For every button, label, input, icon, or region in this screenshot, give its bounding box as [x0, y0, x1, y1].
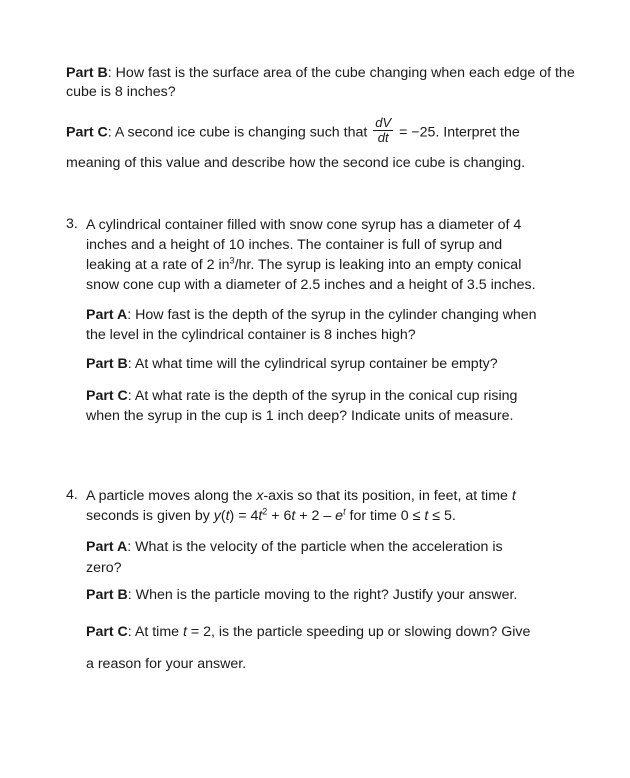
fraction-numerator: dV [375, 115, 392, 130]
part-label: Part A [86, 307, 128, 323]
part-label: Part B [66, 65, 108, 81]
q3-stem [86, 215, 586, 295]
stem-line: leaking at a rate of 2 $in^3/hr$. The syrup is leaking into an empty conical [86, 255, 522, 273]
part-label: Part A [86, 539, 128, 555]
stem-line: snow cone cup with a diameter of 2.5 inches and a height of 3.5 inches. [86, 277, 536, 293]
stem-line: A cylindrical container filled with snow cone syrup has a diameter of 4 [86, 217, 522, 233]
question-number: 4. [66, 487, 78, 503]
question-text: : A second ice cube is changing such that [107, 124, 372, 141]
question-text: meaning of this value and describe how the second ice cube is changing. [66, 155, 526, 171]
q4-stem [86, 486, 586, 526]
part-label: Part B [86, 587, 128, 603]
q4-part-a: Part A: What is the velocity of the particle when the acceleration is zero? [86, 539, 503, 576]
q4-part-c: Part C: At time t = 2, is the particle speeding up or slowing down? Give a reason for your answer. [86, 624, 531, 672]
part-label: Part B [86, 356, 128, 372]
q4-part-b: Part B: When is the particle moving to the right? Justify your answer. [86, 587, 518, 603]
stem-line: A particle moves along the x-axis so that its position, in feet, at time t [86, 488, 516, 504]
part-label: Part C [86, 388, 128, 404]
derivative-fraction [373, 116, 393, 145]
q3-part-b: Part B: At what time will the cylindrical syrup container be empty? [86, 356, 498, 372]
q3-part-c: Part C: At what rate is the depth of the syrup in the conical cup rising when the syrup in the cup is 1 inch deep? Indicate units of measure. [86, 388, 518, 424]
stem-line: inches and a height of 10 inches. The container is full of syrup and [86, 237, 503, 253]
q2-part-c [66, 115, 596, 147]
q2-part-c-line2 [66, 154, 596, 173]
part-label: Part C [86, 624, 128, 640]
part-label: Part C [66, 124, 108, 141]
question-text: : How fast is the surface area of the cube changing when each edge of the cube is 8 inches? [66, 65, 575, 100]
question-number: 3. [66, 216, 78, 232]
q2-part-b [66, 64, 586, 102]
question-text: = −25. Interpret the [395, 124, 520, 141]
q3-part-a: Part A: How fast is the depth of the syrup in the cylinder changing when the level in the cylindrical container is 8 inches high? [86, 307, 537, 343]
fraction-denominator: dt [377, 130, 389, 145]
stem-line: seconds is given by $y(t) = 4t^2 + 6t + 2 - e^t$ for time 0 ≤ t ≤ 5. [86, 506, 456, 524]
